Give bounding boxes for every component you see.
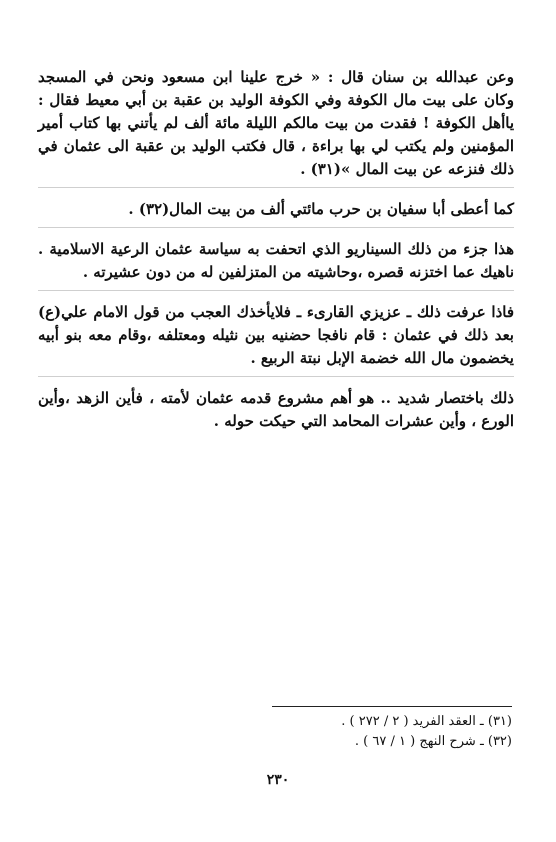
paragraph-conclusion: ذلك باختصار شديد .. هو أهم مشروع قدمه عثمان لأمته ، فأين الزهد ،وأين الورع ، وأين عشرات المحامد التي حيكت حوله . xyxy=(38,389,514,430)
paragraph-abu-sufyan: كما أعطى أبا سفيان بن حرب مائتي ألف من بيت المال(٣٢) . xyxy=(38,198,514,228)
main-text xyxy=(38,66,514,449)
footnote-32: (٣٢) ـ شرح النهج ( ١ / ٦٧ ) . xyxy=(354,734,512,749)
footnote-divider xyxy=(272,706,512,707)
page-number: ٢٣٠ xyxy=(266,772,290,788)
paragraph-narration: وعن عبدالله بن سنان قال : « خرج علينا ابن مسعود ونحن في المسجد وكان على بيت مال الكوفة وفي الكوفة الوليد بن عقبة بن أبي معيط فقال : ياأهل الكوفة ! فقدت من بيت مالكم الليلة مائة ألف لم يأتني بها كتاب أمير المؤمنين ولم يكتب لي بها براءة ، قال فكتب الوليد بن عقبة الى عثمان في ذلك فنزعه عن بيت المال »(٣١) . xyxy=(38,66,514,188)
paragraph-scenario: هذا جزء من ذلك السيناريو الذي اتحفت به سياسة عثمان الرعية الاسلامية . ناهيك عما اختزنه قصره ،وحاشيته من المتزلفين له من دون عشيرته . xyxy=(38,238,514,291)
paragraph-imam-quote: فاذا عرفت ذلك ـ عزيزي القارىء ـ فلايأخذك العجب من قول الامام علي(ع) بعد ذلك في عثمان : قام نافجا حضنيه بين نثيله ومعتلفه ،وقام معه بنو أبيه يخضمون مال الله خضمة الإبل نبتة الربيع . xyxy=(38,301,514,377)
footnote-31: (٣١) ـ العقد الفريد ( ٢ / ٢٧٢ ) . xyxy=(341,714,512,729)
footnotes xyxy=(200,712,512,752)
